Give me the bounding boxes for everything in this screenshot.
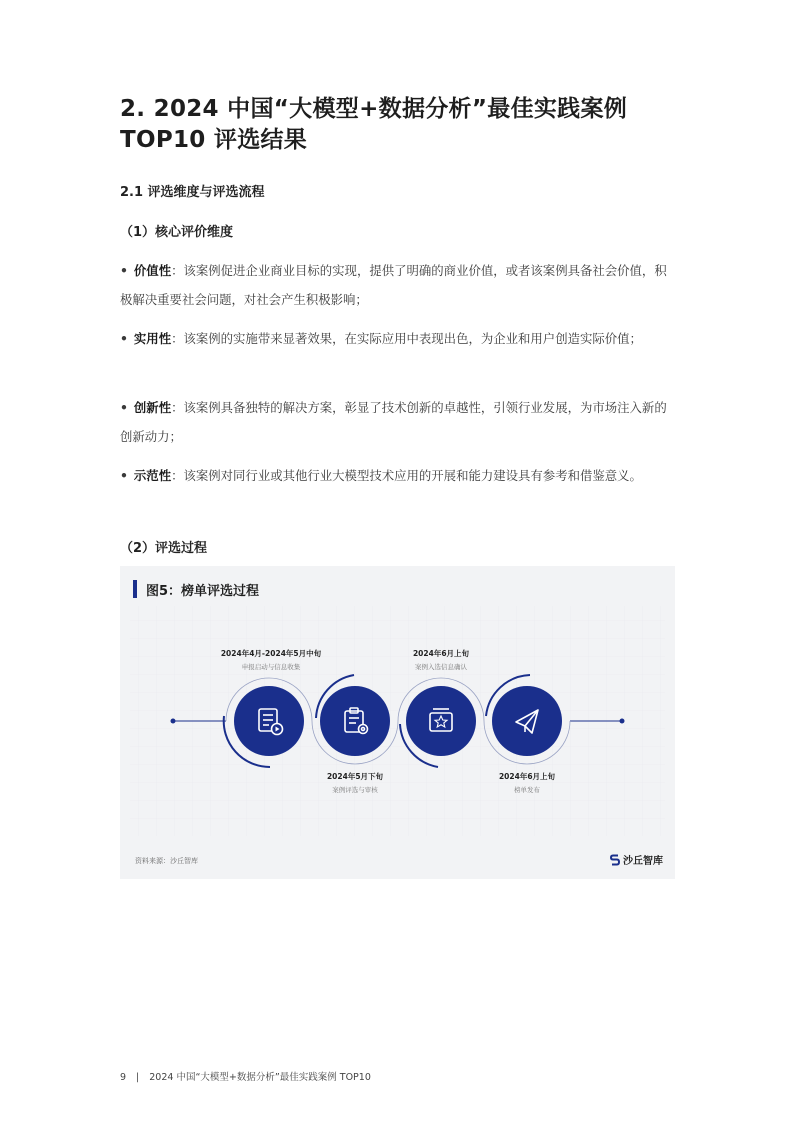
step-1-desc: 申报启动与信息收集 — [241, 663, 301, 671]
bullet-demonstration: • 示范性：该案例对同行业或其他行业大模型技术应用的开展和能力建设具有参考和借鉴意义。 — [120, 468, 642, 483]
step-2-desc: 案例评选与审核 — [332, 786, 378, 794]
figure-title-accent — [133, 580, 137, 598]
bullet-innovation: • 创新性：该案例具备独特的解决方案，彰显了技术创新的卓越性，引领行业发展，为市场注入新的创新动力； — [120, 400, 667, 444]
step-2-date: 2024年5月下旬 — [326, 772, 384, 781]
bullet-term: 价值性 — [133, 263, 172, 278]
page-number: 9 — [120, 1072, 127, 1083]
figure-title: 图5：榜单评选过程 — [146, 584, 260, 599]
connector-dot-left — [171, 719, 176, 724]
figure-source: 资料来源：沙丘智库 — [135, 857, 198, 865]
connector-dot-right — [620, 719, 625, 724]
page-footer — [120, 1069, 371, 1083]
bullet-term: 创新性 — [133, 400, 172, 415]
bullet-text: ：该案例的实施带来显著效果，在实际应用中表现出色，为企业和用户创造实际价值； — [171, 331, 642, 346]
step-4-desc: 榜单发布 — [514, 786, 540, 794]
footer-text: 2024 中国“大模型+数据分析”最佳实践案例 TOP10 — [149, 1072, 371, 1083]
bullet-text: ：该案例对同行业或其他行业大模型技术应用的开展和能力建设具有参考和借鉴意义。 — [171, 468, 642, 483]
step-3-date: 2024年6月上旬 — [412, 649, 470, 658]
step-circle-1 — [234, 686, 304, 756]
bullet-text: ：该案例具备独特的解决方案，彰显了技术创新的卓越性，引领行业发展，为市场注入新的创新动力； — [120, 400, 667, 444]
subsection-heading-process: （2）评选过程 — [120, 541, 208, 556]
step-circle-2 — [320, 686, 390, 756]
section-heading: 2.1 评选维度与评选流程 — [120, 185, 265, 200]
step-circle-3 — [406, 686, 476, 756]
process-diagram — [120, 566, 675, 879]
step-1-date: 2024年4月-2024年5月中旬 — [220, 649, 322, 658]
footer-separator: | — [136, 1072, 140, 1083]
brand-logo — [610, 852, 663, 867]
page-title: 2. 2024 中国“大模型+数据分析”最佳实践案例 TOP10 评选结果 — [120, 96, 628, 153]
bullet-term: 示范性 — [133, 468, 172, 483]
logo-text: 沙丘智库 — [623, 856, 663, 867]
bullet-term: 实用性 — [133, 331, 172, 346]
bullet-value: • 价值性：该案例促进企业商业目标的实现，提供了明确的商业价值，或者该案例具备社会价值，积极解决重要社会问题，对社会产生积极影响； — [120, 263, 667, 307]
figure-selection-process — [120, 566, 675, 879]
bullet-text: ：该案例促进企业商业目标的实现，提供了明确的商业价值，或者该案例具备社会价值，积极解决重要社会问题，对社会产生积极影响； — [120, 263, 667, 307]
logo-mark-icon — [610, 854, 620, 866]
step-3-desc: 案例入选信息确认 — [415, 663, 467, 671]
subsection-heading-dimensions: （1）核心评价维度 — [120, 225, 234, 240]
bullet-practicality: • 实用性：该案例的实施带来显著效果，在实际应用中表现出色，为企业和用户创造实际价值； — [120, 331, 642, 346]
step-circle-4 — [492, 686, 562, 756]
step-4-date: 2024年6月上旬 — [498, 772, 556, 781]
